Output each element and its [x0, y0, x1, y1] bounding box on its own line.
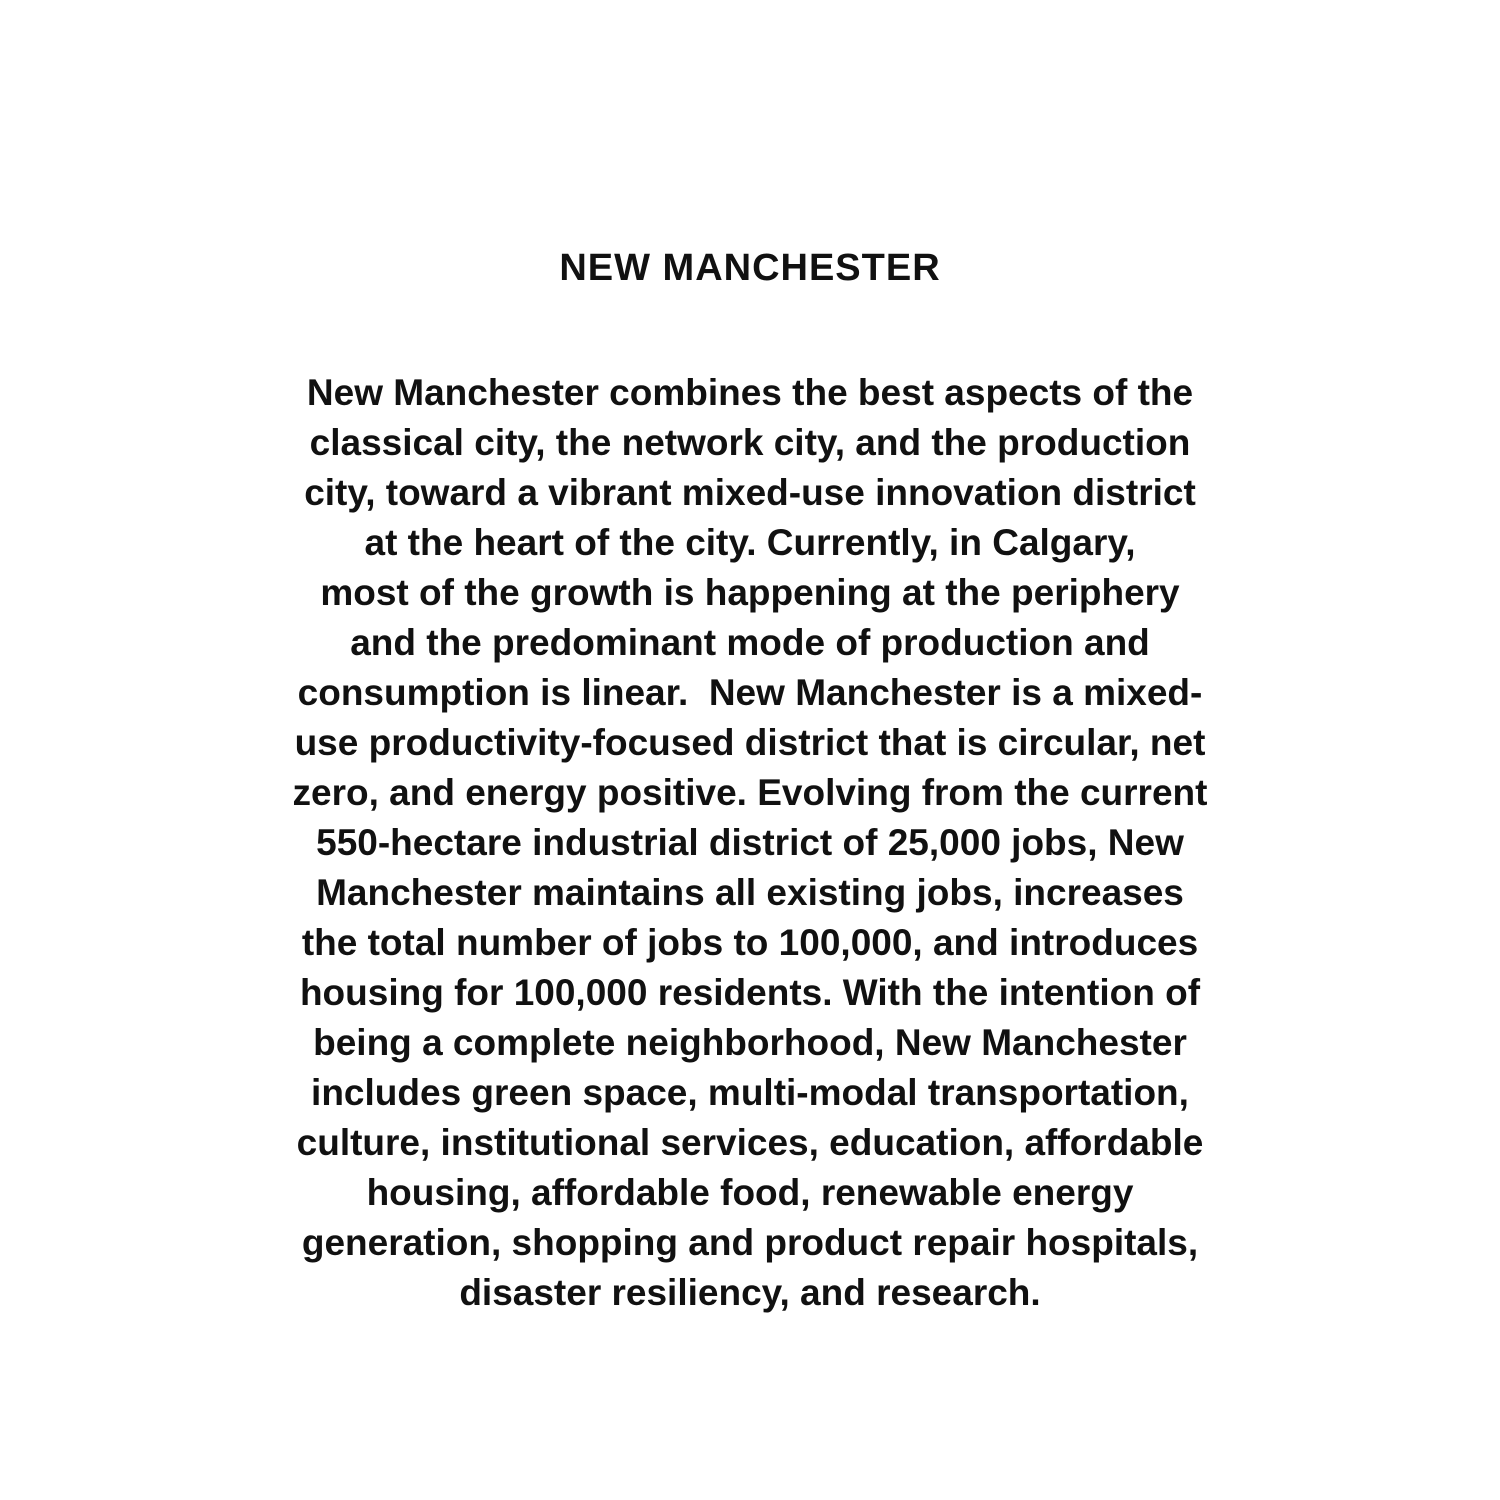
body-line: city, toward a vibrant mixed-use innovation district	[304, 472, 1196, 513]
body-line: the total number of jobs to 100,000, and introduces	[301, 922, 1199, 963]
body-line: disaster resiliency, and research.	[459, 1272, 1041, 1313]
body-line: zero, and energy positive. Evolving from the current	[292, 772, 1208, 813]
page-title: NEW MANCHESTER	[559, 247, 941, 289]
body-line: most of the growth is happening at the periphery	[320, 572, 1180, 613]
body-line: being a complete neighborhood, New Manchester	[313, 1022, 1187, 1063]
body-paragraph	[0, 368, 1500, 1318]
body-line: housing for 100,000 residents. With the intention of	[299, 972, 1201, 1013]
body-line: at the heart of the city. Currently, in Calgary,	[364, 522, 1136, 563]
body-line: consumption is linear. New Manchester is a mixed-	[297, 672, 1203, 713]
body-line: Manchester maintains all existing jobs, increases	[316, 872, 1184, 913]
body-line: use productivity-focused district that is circular, net	[294, 722, 1206, 763]
body-line: culture, institutional services, education, affordable	[296, 1122, 1204, 1163]
body-line: housing, affordable food, renewable energy	[366, 1172, 1134, 1213]
body-line: generation, shopping and product repair hospitals,	[301, 1222, 1199, 1263]
body-line: and the predominant mode of production and	[350, 622, 1150, 663]
body-line: 550-hectare industrial district of 25,000 jobs, New	[316, 822, 1184, 863]
body-line: classical city, the network city, and the production	[309, 422, 1191, 463]
body-line: New Manchester combines the best aspects of the	[306, 372, 1194, 413]
body-line: includes green space, multi-modal transportation,	[311, 1072, 1189, 1113]
